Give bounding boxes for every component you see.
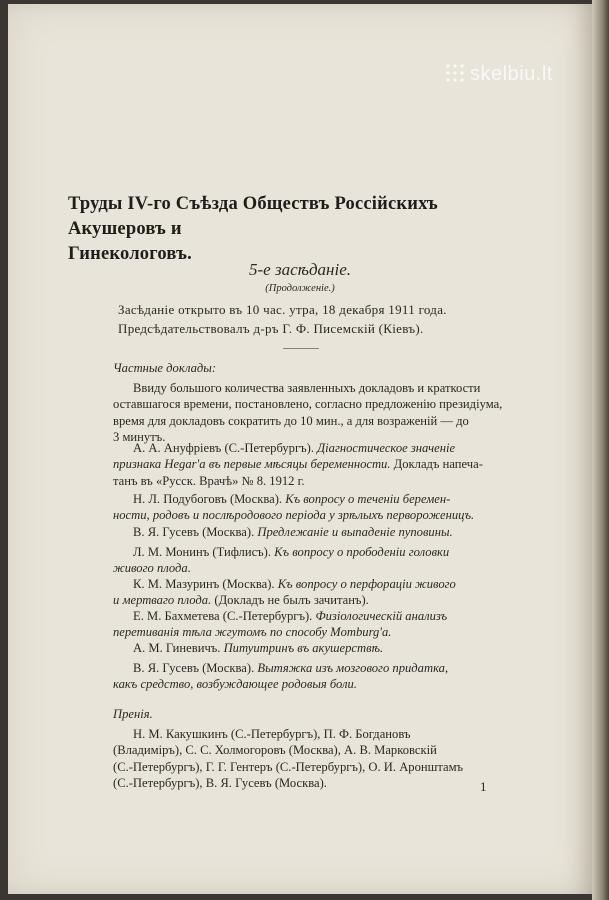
continued-note: (Продолженіе.) [265,283,335,294]
reports-header: Частные доклады: [113,361,217,375]
page-edge [592,0,609,900]
report-4: Л. М. Монинъ (Тифлисъ). Къ вопросу о прободеніи головки живого плода. [113,545,450,576]
title-line-2: Гинекологовъ. [68,244,192,264]
report-2: Н. Л. Подубоговъ (Москва). Къ вопросу о теченіи беремен- ности, родовъ и послѣродового періода у зрѣлыхъ первороженицъ. [113,492,475,523]
report-6: Е. М. Бахметева (С.-Петербургъ). Физіологическій анализъ перетиванія тѣла жгутомъ по способу Momburg'а. [113,609,448,640]
watermark [444,62,553,86]
debate-participants: Н. М. Какушкинъ (С.-Петербургъ), П. Ф. Богдановъ (Владиміръ), С. С. Холмогоровъ (Москва), А. В. Марковскій (С.-Петербургъ), Г. Г. Гентеръ (С.-Петербургъ), О. И. Аронштамъ (С.-Петербургъ), В. Я. Гусевъ (Москва). [113,727,464,791]
divider [283,348,319,349]
session-heading: 5-е засѣданіе. [248,260,352,279]
session-opened-text [118,300,447,338]
report-1: А. А. Ануфріевъ (С.-Петербургъ). Діагностическое значеніе признака Hegar'а въ первые мѣсяцы беременности. Докладъ напеча- танъ въ «Русск. Врачѣ» № 8. 1912 г. [113,441,483,488]
watermark-icon [444,62,466,84]
document-title [68,192,508,267]
watermark-text: skelbiu.lt [470,63,553,85]
report-5: К. М. Мазуринъ (Москва). Къ вопросу о перфораціи живого и мертваго плода. (Докладъ не былъ зачитанъ). [113,577,456,608]
intro-paragraph: Ввиду большого количества заявленныхъ докладовъ и краткости оставшагося времени, постановлено, согласно предложенію президіума, время для докладовъ сократить до 10 мин., а для возраженій — до 3 минутъ. [113,381,503,445]
opened-line-1: Засѣданіе открыто въ 10 час. утра, 18 декабря 1911 года. [118,302,447,317]
debate-header: Пренія. [113,707,153,721]
title-line-1: Труды IV-го Съѣзда Обществъ Россійскихъ Акушеровъ и [68,194,438,239]
opened-line-2: Предсѣдательствовалъ д-ръ Г. Ф. Писемскій (Кіевъ). [118,321,424,336]
document-page [8,4,592,894]
report-7: А. М. Гиневичъ. Питуитринъ въ акушерствѣ. [133,641,384,655]
report-3: В. Я. Гусевъ (Москва). Предлежаніе и выпаденіе пуповины. [133,525,453,539]
page-number: 1 [480,779,487,794]
report-8: В. Я. Гусевъ (Москва). Вытяжка изъ мозгового придатка, какъ средство, возбуждающее родовыя боли. [113,661,449,692]
